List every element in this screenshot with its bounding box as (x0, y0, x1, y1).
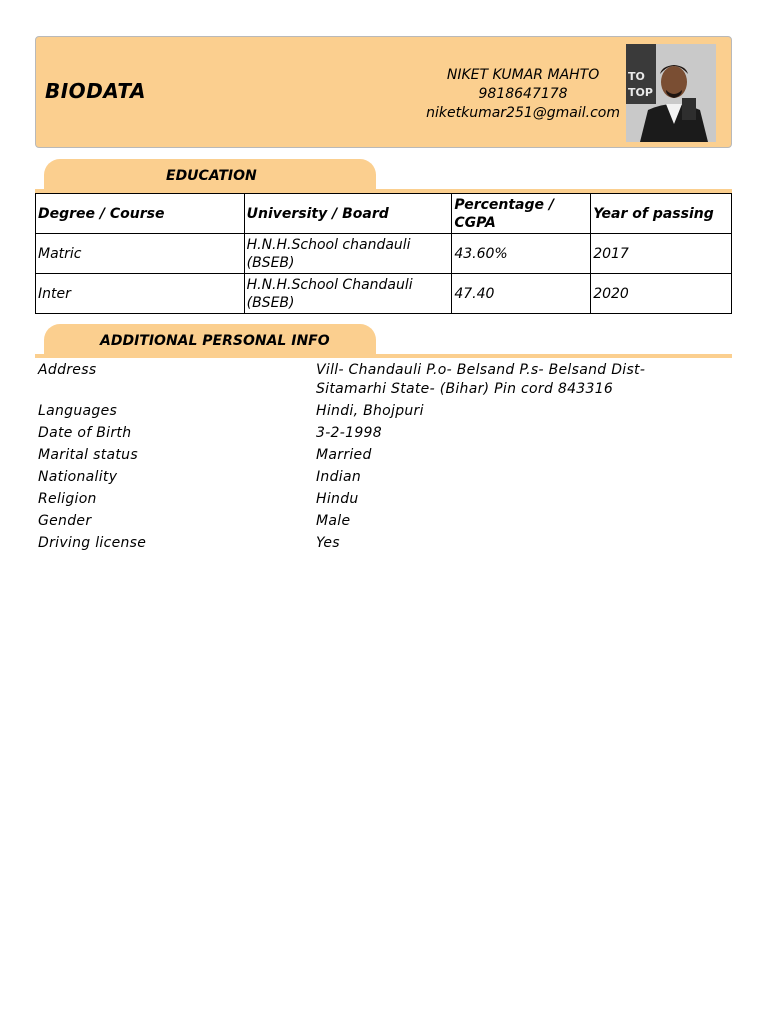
info-label: Marital status (38, 447, 138, 463)
info-row-address (38, 361, 732, 399)
education-section-title: EDUCATION (166, 168, 257, 184)
table-cell: 43.60% (452, 234, 591, 274)
info-row-religion (38, 490, 732, 509)
info-label: Nationality (38, 469, 118, 485)
table-cell: Inter (36, 274, 245, 314)
personal-info-section-divider (35, 354, 732, 358)
info-value: Hindu (316, 491, 359, 507)
info-label: Religion (38, 491, 97, 507)
table-cell: 47.40 (452, 274, 591, 314)
education-section-tab (44, 159, 376, 191)
person-photo-icon (626, 44, 716, 142)
phone-number: 9818647178 (478, 86, 568, 102)
page-title: BIODATA (45, 79, 146, 103)
education-table (35, 193, 732, 314)
info-value: Married (316, 447, 372, 463)
column-header: Year of passing (591, 194, 732, 234)
column-header: Degree / Course (36, 194, 245, 234)
info-row-marital-status (38, 446, 732, 465)
info-row-driving-license (38, 534, 732, 553)
info-label: Date of Birth (38, 425, 132, 441)
table-cell: Matric (36, 234, 245, 274)
table-cell: H.N.H.School Chandauli (BSEB) (244, 274, 452, 314)
table-cell: 2017 (591, 234, 732, 274)
profile-photo (626, 44, 716, 142)
table-cell: H.N.H.School chandauli (BSEB) (244, 234, 452, 274)
candidate-name: NIKET KUMAR MAHTO (446, 67, 600, 83)
info-label: Driving license (38, 535, 147, 551)
column-header: University / Board (244, 194, 452, 234)
personal-info-section-title: ADDITIONAL PERSONAL INFO (100, 333, 330, 349)
info-label: Languages (38, 403, 118, 419)
photo-backdrop-text-1: TO (628, 70, 645, 83)
header-banner (35, 36, 732, 148)
info-row-nationality (38, 468, 732, 487)
info-row-date-of-birth (38, 424, 732, 443)
table-header-row (36, 194, 732, 234)
table-row (36, 274, 732, 314)
info-value: 3-2-1998 (316, 425, 382, 441)
email-address: niketkumar251@gmail.com (426, 105, 620, 121)
info-value: Male (316, 513, 351, 529)
info-label: Gender (38, 513, 92, 529)
contact-block (426, 66, 620, 123)
info-value: Vill- Chandauli P.o- Belsand P.s- Belsand Dist- Sitamarhi State- (Bihar) Pin cord 843316 (316, 362, 646, 397)
info-label: Address (38, 362, 97, 378)
info-row-languages (38, 402, 732, 421)
info-row-gender (38, 512, 732, 531)
info-value: Hindi, Bhojpuri (316, 403, 424, 419)
photo-backdrop-text-2: TOP (628, 86, 653, 99)
info-value: Indian (316, 469, 362, 485)
personal-info-list (38, 361, 732, 556)
info-value: Yes (316, 535, 340, 551)
table-cell: 2020 (591, 274, 732, 314)
column-header: Percentage / CGPA (452, 194, 591, 234)
table-row (36, 234, 732, 274)
personal-info-section-tab (44, 324, 376, 356)
